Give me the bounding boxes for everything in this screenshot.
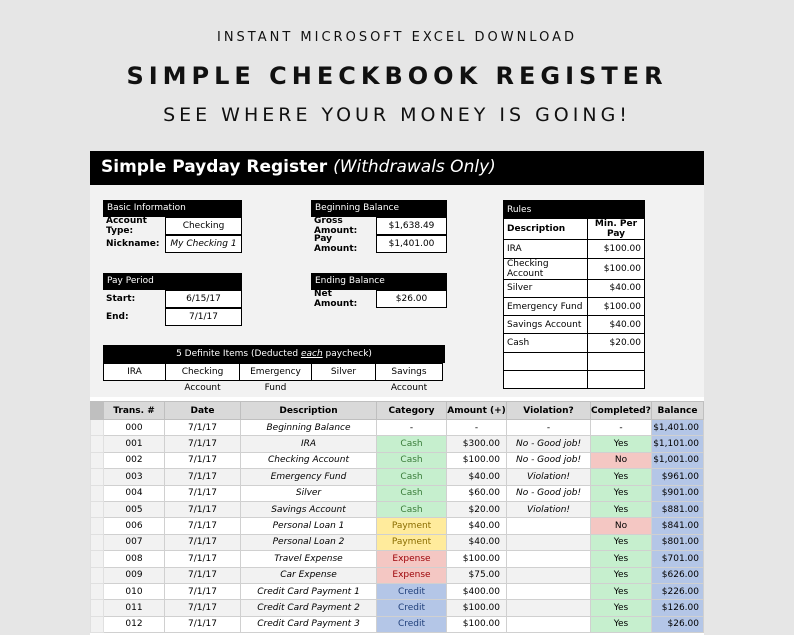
category-cell[interactable]: Credit — [377, 600, 447, 616]
category-cell[interactable]: Credit — [377, 583, 447, 599]
table-row — [91, 567, 704, 583]
date-cell[interactable]: 7/1/17 — [165, 600, 241, 616]
trans-cell[interactable]: 005 — [104, 501, 165, 517]
row-header — [91, 420, 104, 436]
description-cell[interactable]: Personal Loan 1 — [241, 518, 377, 534]
description-cell[interactable]: Checking Account — [241, 452, 377, 468]
rule-min-amount[interactable]: $100.00 — [588, 297, 645, 315]
table-row — [91, 534, 704, 550]
rule-min-amount[interactable]: $40.00 — [588, 279, 645, 297]
amount-cell[interactable]: $40.00 — [447, 534, 507, 550]
completed-cell[interactable]: - — [591, 420, 652, 436]
basic-info-heading: Basic Information — [103, 200, 242, 217]
amount-cell[interactable]: $60.00 — [447, 485, 507, 501]
completed-cell[interactable]: No — [591, 452, 652, 468]
definite-item[interactable]: Savings Account — [375, 363, 443, 381]
row-header — [91, 600, 104, 616]
violation-cell[interactable] — [507, 534, 591, 550]
row-header — [91, 616, 104, 632]
balance-cell[interactable]: $801.00 — [651, 534, 703, 550]
sheet-title — [90, 151, 704, 185]
date-cell[interactable]: 7/1/17 — [165, 534, 241, 550]
violation-cell[interactable] — [507, 518, 591, 534]
gross-label: Gross Amount: — [314, 216, 358, 236]
description-cell[interactable]: Car Expense — [241, 567, 377, 583]
completed-cell[interactable]: Yes — [591, 469, 652, 485]
end-value[interactable]: 7/1/17 — [165, 308, 242, 326]
rules-row — [504, 371, 645, 389]
tagline: SEE WHERE YOUR MONEY IS GOING! — [163, 104, 631, 126]
balance-cell[interactable]: $701.00 — [651, 551, 703, 567]
table-row — [91, 469, 704, 485]
row-header — [91, 452, 104, 468]
account-type-value[interactable]: Checking — [165, 217, 242, 235]
category-cell[interactable]: Cash — [377, 452, 447, 468]
rules-heading: Rules — [504, 201, 645, 219]
row-header — [91, 551, 104, 567]
pay-amount-value[interactable]: $1,401.00 — [376, 235, 447, 253]
table-row — [91, 600, 704, 616]
amount-cell[interactable]: - — [447, 420, 507, 436]
rule-min-amount[interactable]: $40.00 — [588, 316, 645, 334]
trans-cell[interactable]: 000 — [104, 420, 165, 436]
violation-cell[interactable]: - — [507, 420, 591, 436]
rule-description[interactable]: Emergency Fund — [504, 297, 588, 315]
net-label: Net Amount: — [314, 289, 358, 309]
date-cell[interactable]: 7/1/17 — [165, 485, 241, 501]
start-value[interactable]: 6/15/17 — [165, 290, 242, 308]
amount-cell[interactable]: $75.00 — [447, 567, 507, 583]
violation-cell[interactable]: Violation! — [507, 501, 591, 517]
amount-cell[interactable]: $40.00 — [447, 469, 507, 485]
trans-cell[interactable]: 001 — [104, 436, 165, 452]
rule-min-amount[interactable]: $100.00 — [588, 258, 645, 279]
basic-info-box — [103, 200, 242, 253]
amount-cell[interactable]: $400.00 — [447, 583, 507, 599]
date-cell[interactable]: 7/1/17 — [165, 567, 241, 583]
completed-cell[interactable]: Yes — [591, 436, 652, 452]
row-header — [91, 534, 104, 550]
table-row — [91, 518, 704, 534]
date-cell[interactable]: 7/1/17 — [165, 583, 241, 599]
completed-cell[interactable]: Yes — [591, 616, 652, 632]
completed-cell[interactable]: Yes — [591, 583, 652, 599]
trans-cell[interactable]: 012 — [104, 616, 165, 632]
violation-cell[interactable] — [507, 616, 591, 632]
nickname-label: Nickname: — [106, 239, 160, 249]
rules-table — [503, 200, 645, 389]
violation-cell[interactable]: No - Good job! — [507, 436, 591, 452]
trans-cell[interactable]: 002 — [104, 452, 165, 468]
description-cell[interactable]: Credit Card Payment 1 — [241, 583, 377, 599]
rule-description[interactable]: Silver — [504, 279, 588, 297]
balance-cell[interactable]: $126.00 — [651, 600, 703, 616]
amount-cell[interactable]: $20.00 — [447, 501, 507, 517]
rules-row — [504, 316, 645, 334]
category-cell[interactable]: Expense — [377, 551, 447, 567]
date-cell[interactable]: 7/1/17 — [165, 551, 241, 567]
description-cell[interactable]: Emergency Fund — [241, 469, 377, 485]
rules-row — [504, 258, 645, 279]
violation-cell[interactable] — [507, 583, 591, 599]
trans-cell[interactable]: 003 — [104, 469, 165, 485]
amount-cell[interactable]: $100.00 — [447, 452, 507, 468]
rule-description[interactable]: IRA — [504, 240, 588, 258]
category-cell[interactable]: Expense — [377, 567, 447, 583]
start-label: Start: — [106, 294, 136, 304]
balance-cell[interactable]: $881.00 — [651, 501, 703, 517]
completed-cell[interactable]: Yes — [591, 501, 652, 517]
rules-col-description: Description — [504, 219, 588, 240]
completed-cell[interactable]: Yes — [591, 567, 652, 583]
ending-balance-box — [311, 273, 447, 308]
balance-cell[interactable]: $961.00 — [651, 469, 703, 485]
col-balance-header[interactable]: Balance — [651, 402, 703, 420]
category-cell[interactable]: Cash — [377, 501, 447, 517]
date-cell[interactable]: 7/1/17 — [165, 518, 241, 534]
rule-description[interactable]: Checking Account — [504, 258, 588, 279]
table-row — [91, 420, 704, 436]
date-cell[interactable]: 7/1/17 — [165, 501, 241, 517]
rules-row — [504, 297, 645, 315]
pay-period-box — [103, 273, 242, 326]
beginning-balance-box — [311, 200, 447, 253]
balance-cell[interactable]: $626.00 — [651, 567, 703, 583]
rules-row — [504, 352, 645, 370]
nickname-value[interactable]: My Checking 1 — [165, 235, 242, 253]
row-header — [91, 518, 104, 534]
row-header — [91, 501, 104, 517]
balance-cell[interactable]: $1,401.00 — [651, 420, 703, 436]
description-cell[interactable]: Savings Account — [241, 501, 377, 517]
ending-balance-heading: Ending Balance — [311, 273, 447, 290]
violation-cell[interactable]: Violation! — [507, 469, 591, 485]
completed-cell[interactable]: No — [591, 518, 652, 534]
rule-description[interactable] — [504, 371, 588, 389]
date-cell[interactable]: 7/1/17 — [165, 452, 241, 468]
category-cell[interactable]: Cash — [377, 485, 447, 501]
category-cell[interactable]: Payment — [377, 534, 447, 550]
col-trans-header[interactable]: Trans. # — [104, 402, 165, 420]
end-label: End: — [106, 312, 129, 322]
definite-items-heading: 5 Definite Items (Deducted each paycheck) — [103, 345, 445, 363]
trans-cell[interactable]: 010 — [104, 583, 165, 599]
category-cell[interactable]: Credit — [377, 616, 447, 632]
col-description-header[interactable]: Description — [241, 402, 377, 420]
completed-cell[interactable]: Yes — [591, 551, 652, 567]
description-cell[interactable]: Silver — [241, 485, 377, 501]
col-date-header[interactable]: Date — [165, 402, 241, 420]
definite-item[interactable]: Silver — [311, 363, 376, 381]
balance-cell[interactable]: $226.00 — [651, 583, 703, 599]
date-cell[interactable]: 7/1/17 — [165, 469, 241, 485]
date-cell[interactable]: 7/1/17 — [165, 420, 241, 436]
trans-cell[interactable]: 004 — [104, 485, 165, 501]
trans-cell[interactable]: 011 — [104, 600, 165, 616]
table-row — [91, 452, 704, 468]
balance-cell[interactable]: $1,001.00 — [651, 452, 703, 468]
rule-min-amount[interactable]: $100.00 — [588, 240, 645, 258]
rule-description[interactable] — [504, 352, 588, 370]
rule-min-amount[interactable]: $20.00 — [588, 334, 645, 352]
amount-cell[interactable]: $100.00 — [447, 551, 507, 567]
rules-row — [504, 240, 645, 258]
definite-item[interactable]: Checking Account — [165, 363, 240, 381]
trans-cell[interactable]: 006 — [104, 518, 165, 534]
date-cell[interactable]: 7/1/17 — [165, 616, 241, 632]
spreadsheet — [90, 151, 704, 635]
description-cell[interactable]: Beginning Balance — [241, 420, 377, 436]
sheet-title-main: Simple Payday Register — [101, 157, 328, 177]
trans-cell[interactable]: 007 — [104, 534, 165, 550]
row-header — [91, 436, 104, 452]
balance-cell[interactable]: $26.00 — [651, 616, 703, 632]
balance-cell[interactable]: $901.00 — [651, 485, 703, 501]
rules-row — [504, 279, 645, 297]
category-cell[interactable]: Cash — [377, 469, 447, 485]
description-cell[interactable]: IRA — [241, 436, 377, 452]
description-cell[interactable]: Personal Loan 2 — [241, 534, 377, 550]
violation-cell[interactable] — [507, 600, 591, 616]
table-row — [91, 485, 704, 501]
register-table — [90, 401, 704, 633]
completed-cell[interactable]: Yes — [591, 485, 652, 501]
subtitle: INSTANT MICROSOFT EXCEL DOWNLOAD — [217, 30, 577, 45]
table-row — [91, 616, 704, 632]
col-completed-header[interactable]: Completed? — [591, 402, 652, 420]
table-row — [91, 551, 704, 567]
rule-description[interactable]: Cash — [504, 334, 588, 352]
net-value: $26.00 — [376, 290, 447, 308]
balance-cell[interactable]: $841.00 — [651, 518, 703, 534]
description-cell[interactable]: Travel Expense — [241, 551, 377, 567]
definite-items-row — [103, 363, 445, 393]
row-header — [91, 469, 104, 485]
rule-min-amount[interactable] — [588, 371, 645, 389]
trans-cell[interactable]: 009 — [104, 567, 165, 583]
rule-description[interactable]: Savings Account — [504, 316, 588, 334]
trans-cell[interactable]: 008 — [104, 551, 165, 567]
amount-cell[interactable]: $300.00 — [447, 436, 507, 452]
description-cell[interactable]: Credit Card Payment 2 — [241, 600, 377, 616]
definite-item[interactable]: Emergency Fund — [239, 363, 312, 381]
date-cell[interactable]: 7/1/17 — [165, 436, 241, 452]
col-violation-header[interactable]: Violation? — [507, 402, 591, 420]
table-row — [91, 436, 704, 452]
category-cell[interactable]: Payment — [377, 518, 447, 534]
category-cell[interactable]: Cash — [377, 436, 447, 452]
violation-cell[interactable]: No - Good job! — [507, 452, 591, 468]
rules-col-min: Min. Per Pay — [588, 219, 645, 240]
category-cell[interactable]: - — [377, 420, 447, 436]
rules-row — [504, 334, 645, 352]
amount-cell[interactable]: $40.00 — [447, 518, 507, 534]
row-header-corner — [91, 402, 104, 420]
amount-cell[interactable]: $100.00 — [447, 600, 507, 616]
sheet-title-suffix: (Withdrawals Only) — [333, 157, 496, 177]
row-header — [91, 485, 104, 501]
amount-cell[interactable]: $100.00 — [447, 616, 507, 632]
violation-cell[interactable] — [507, 551, 591, 567]
violation-cell[interactable] — [507, 567, 591, 583]
description-cell[interactable]: Credit Card Payment 3 — [241, 616, 377, 632]
pay-period-heading: Pay Period — [103, 273, 242, 290]
completed-cell[interactable]: Yes — [591, 534, 652, 550]
table-row — [91, 583, 704, 599]
table-row — [91, 501, 704, 517]
row-header — [91, 583, 104, 599]
balance-cell[interactable]: $1,101.00 — [651, 436, 703, 452]
beginning-balance-heading: Beginning Balance — [311, 200, 447, 217]
row-header — [91, 567, 104, 583]
main-title: SIMPLE CHECKBOOK REGISTER — [126, 62, 668, 90]
completed-cell[interactable]: Yes — [591, 600, 652, 616]
pay-amount-label: Pay Amount: — [314, 234, 358, 254]
account-type-label: Account Type: — [106, 216, 147, 236]
col-amount-header[interactable]: Amount (+) — [447, 402, 507, 420]
rule-min-amount[interactable] — [588, 352, 645, 370]
definite-item[interactable]: IRA — [103, 363, 166, 381]
gross-value[interactable]: $1,638.49 — [376, 217, 447, 235]
col-category-header[interactable]: Category — [377, 402, 447, 420]
violation-cell[interactable]: No - Good job! — [507, 485, 591, 501]
definite-items-box — [103, 345, 445, 393]
